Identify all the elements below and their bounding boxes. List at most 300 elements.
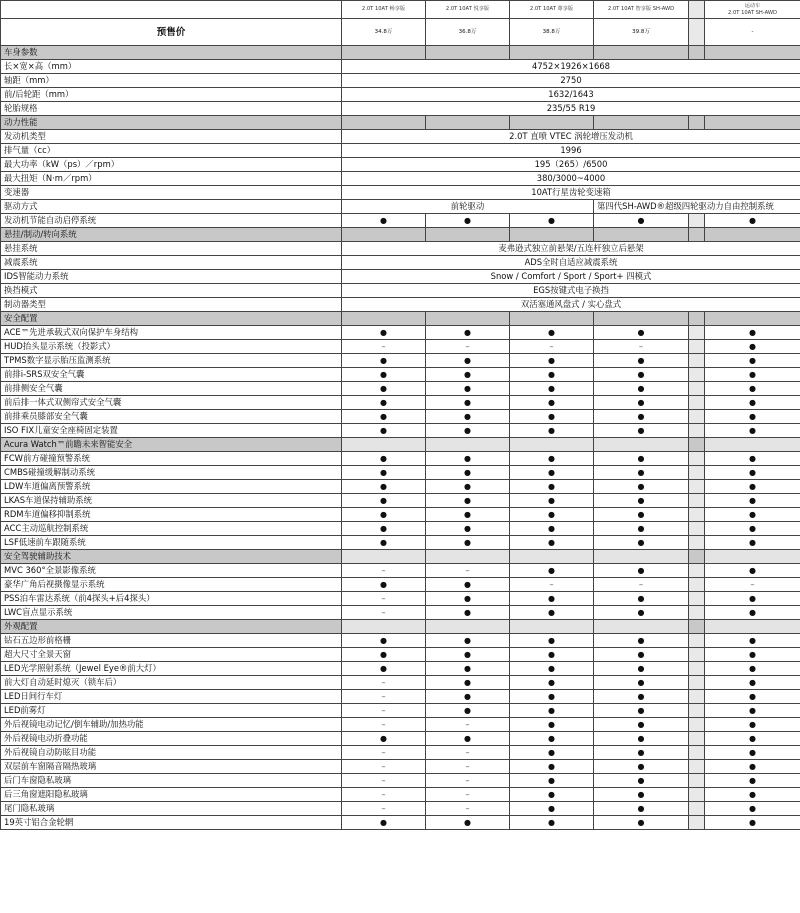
section-title: 动力性能	[1, 116, 342, 130]
gap-column-cell	[689, 368, 705, 382]
gap-column-cell	[689, 718, 705, 732]
standard-dot: ●	[510, 662, 594, 676]
spec-row	[1, 102, 800, 116]
standard-dot: ●	[705, 662, 800, 676]
spec-label: 外后视镜电动记忆/倒车辅助/加热功能	[1, 718, 342, 732]
standard-dot: ●	[705, 396, 800, 410]
standard-dot: ●	[426, 690, 510, 704]
standard-dot: ●	[510, 774, 594, 788]
spec-label: 最大功率（kW（ps）／rpm）	[1, 158, 342, 172]
gap-column-cell	[689, 774, 705, 788]
standard-dot: ●	[510, 396, 594, 410]
not-available-dash: –	[426, 760, 510, 774]
not-available-dash: –	[426, 340, 510, 354]
spec-label: PSS泊车雷达系统（前4探头+后4探头）	[1, 592, 342, 606]
spec-row	[1, 158, 800, 172]
not-available-dash: –	[342, 340, 426, 354]
standard-dot: ●	[510, 746, 594, 760]
gap-column-cell	[689, 480, 705, 494]
spec-label: 双层前车窗隔音隔热玻璃	[1, 760, 342, 774]
spec-row	[1, 284, 800, 298]
spec-label: HUD抬头显示系统（投影式）	[1, 340, 342, 354]
gap-column-cell	[689, 19, 705, 46]
section-header-row	[1, 438, 800, 452]
section-header-cell	[510, 620, 594, 634]
spec-label: 悬挂系统	[1, 242, 342, 256]
standard-dot: ●	[705, 508, 800, 522]
standard-dot: ●	[594, 368, 689, 382]
standard-dot: ●	[594, 452, 689, 466]
standard-dot: ●	[342, 522, 426, 536]
standard-dot: ●	[594, 564, 689, 578]
gap-column-cell	[689, 620, 705, 634]
standard-dot: ●	[705, 452, 800, 466]
gap-column-cell	[689, 788, 705, 802]
standard-dot: ●	[426, 326, 510, 340]
gap-column-cell	[689, 816, 705, 830]
standard-dot: ●	[510, 368, 594, 382]
section-header-cell	[510, 312, 594, 326]
section-header-cell	[510, 46, 594, 60]
standard-dot: ●	[426, 662, 510, 676]
standard-dot: ●	[705, 802, 800, 816]
standard-dot: ●	[342, 634, 426, 648]
spec-label: 换挡模式	[1, 284, 342, 298]
standard-dot: ●	[594, 536, 689, 550]
standard-dot: ●	[510, 508, 594, 522]
spec-row	[1, 746, 800, 760]
standard-dot: ●	[510, 214, 594, 228]
section-header-row	[1, 228, 800, 242]
section-header-cell	[510, 438, 594, 452]
not-available-dash: –	[342, 788, 426, 802]
standard-dot: ●	[594, 788, 689, 802]
standard-dot: ●	[594, 522, 689, 536]
spec-row	[1, 214, 800, 228]
spec-row	[1, 368, 800, 382]
section-header-cell	[705, 46, 800, 60]
section-header-row	[1, 312, 800, 326]
standard-dot: ●	[594, 424, 689, 438]
spec-row	[1, 774, 800, 788]
section-header-row	[1, 550, 800, 564]
section-header-row	[1, 116, 800, 130]
standard-dot: ●	[342, 732, 426, 746]
spec-label: 19英寸铝合金轮辋	[1, 816, 342, 830]
standard-dot: ●	[594, 354, 689, 368]
standard-dot: ●	[705, 718, 800, 732]
standard-dot: ●	[594, 508, 689, 522]
spec-label: 前排乘员膝部安全气囊	[1, 410, 342, 424]
standard-dot: ●	[705, 214, 800, 228]
standard-dot: ●	[594, 494, 689, 508]
spec-row	[1, 88, 800, 102]
section-title: 车身参数	[1, 46, 342, 60]
spec-row	[1, 200, 800, 214]
gap-column-cell	[689, 410, 705, 424]
standard-dot: ●	[705, 564, 800, 578]
section-header-cell	[426, 46, 510, 60]
trim-price: -	[705, 19, 800, 46]
standard-dot: ●	[594, 634, 689, 648]
section-header-cell	[342, 46, 426, 60]
spec-value: 第四代SH-AWD®超级四轮驱动力自由控制系统	[594, 200, 800, 214]
standard-dot: ●	[342, 466, 426, 480]
standard-dot: ●	[510, 326, 594, 340]
standard-dot: ●	[705, 466, 800, 480]
standard-dot: ●	[426, 536, 510, 550]
gap-column-cell	[689, 438, 705, 452]
spec-row	[1, 760, 800, 774]
section-title: 安全配置	[1, 312, 342, 326]
standard-dot: ●	[426, 410, 510, 424]
standard-dot: ●	[342, 368, 426, 382]
not-available-dash: –	[342, 606, 426, 620]
standard-dot: ●	[594, 410, 689, 424]
standard-dot: ●	[510, 424, 594, 438]
section-title: 悬挂/制动/转向系统	[1, 228, 342, 242]
standard-dot: ●	[342, 354, 426, 368]
trim-name: 2.0T 10AT 悦享版	[426, 1, 510, 19]
spec-row	[1, 494, 800, 508]
section-header-cell	[342, 116, 426, 130]
gap-column-cell	[689, 732, 705, 746]
spec-row	[1, 816, 800, 830]
spec-value: 1632/1643	[342, 88, 800, 102]
spec-row	[1, 704, 800, 718]
standard-dot: ●	[594, 214, 689, 228]
spec-row	[1, 690, 800, 704]
standard-dot: ●	[510, 466, 594, 480]
standard-dot: ●	[705, 382, 800, 396]
standard-dot: ●	[705, 368, 800, 382]
gap-column-cell	[689, 550, 705, 564]
spec-row	[1, 74, 800, 88]
standard-dot: ●	[426, 634, 510, 648]
gap-column-cell	[689, 760, 705, 774]
standard-dot: ●	[705, 746, 800, 760]
standard-dot: ●	[510, 732, 594, 746]
standard-dot: ●	[510, 410, 594, 424]
spec-value: 195（265）/6500	[342, 158, 800, 172]
gap-column-cell	[689, 452, 705, 466]
standard-dot: ●	[510, 648, 594, 662]
not-available-dash: –	[426, 564, 510, 578]
spec-row	[1, 60, 800, 74]
standard-dot: ●	[510, 494, 594, 508]
standard-dot: ●	[426, 480, 510, 494]
gap-column-cell	[689, 606, 705, 620]
standard-dot: ●	[705, 690, 800, 704]
spec-value: 双活塞通风盘式 / 实心盘式	[342, 298, 800, 312]
spec-value: ADS全时自适应减震系统	[342, 256, 800, 270]
section-header-cell	[342, 620, 426, 634]
standard-dot: ●	[342, 326, 426, 340]
spec-value: 4752×1926×1668	[342, 60, 800, 74]
gap-column-cell	[689, 312, 705, 326]
gap-column-cell	[689, 382, 705, 396]
spec-value: 2.0T 直喷 VTEC 涡轮增压发动机	[342, 130, 800, 144]
spec-row	[1, 718, 800, 732]
not-available-dash: –	[342, 676, 426, 690]
spec-label: 前后排一体式双侧帘式安全气囊	[1, 396, 342, 410]
spec-row	[1, 242, 800, 256]
standard-dot: ●	[705, 648, 800, 662]
spec-row	[1, 424, 800, 438]
gap-column-cell	[689, 326, 705, 340]
standard-dot: ●	[705, 760, 800, 774]
standard-dot: ●	[594, 718, 689, 732]
gap-column-cell	[689, 704, 705, 718]
spec-label: CMBS碰撞缓解制动系统	[1, 466, 342, 480]
standard-dot: ●	[426, 578, 510, 592]
standard-dot: ●	[426, 732, 510, 746]
standard-dot: ●	[510, 606, 594, 620]
section-header-cell	[705, 438, 800, 452]
gap-column-cell	[689, 536, 705, 550]
section-header-cell	[510, 228, 594, 242]
section-header-cell	[594, 550, 689, 564]
spec-row	[1, 578, 800, 592]
section-header-cell	[342, 550, 426, 564]
standard-dot: ●	[594, 690, 689, 704]
spec-row	[1, 396, 800, 410]
standard-dot: ●	[510, 634, 594, 648]
standard-dot: ●	[342, 662, 426, 676]
spec-row	[1, 508, 800, 522]
header-blank-cell	[1, 1, 342, 19]
standard-dot: ●	[426, 452, 510, 466]
standard-dot: ●	[342, 508, 426, 522]
not-available-dash: –	[342, 774, 426, 788]
standard-dot: ●	[342, 214, 426, 228]
trim-price: 36.8万	[426, 19, 510, 46]
section-header-cell	[594, 620, 689, 634]
not-available-dash: –	[510, 578, 594, 592]
section-header-cell	[510, 550, 594, 564]
standard-dot: ●	[705, 354, 800, 368]
standard-dot: ●	[594, 382, 689, 396]
standard-dot: ●	[594, 746, 689, 760]
standard-dot: ●	[426, 816, 510, 830]
standard-dot: ●	[426, 522, 510, 536]
spec-label: 外后视镜电动折叠功能	[1, 732, 342, 746]
spec-label: 长×宽×高（mm）	[1, 60, 342, 74]
not-available-dash: –	[342, 718, 426, 732]
standard-dot: ●	[594, 732, 689, 746]
standard-dot: ●	[510, 592, 594, 606]
spec-label: 豪华广角后视摄像显示系统	[1, 578, 342, 592]
standard-dot: ●	[594, 662, 689, 676]
standard-dot: ●	[594, 606, 689, 620]
spec-label: 轴距（mm）	[1, 74, 342, 88]
spec-label: ACE™先进承载式双向保护车身结构	[1, 326, 342, 340]
spec-row	[1, 466, 800, 480]
standard-dot: ●	[342, 480, 426, 494]
spec-label: 发动机节能自动启停系统	[1, 214, 342, 228]
spec-label: FCW前方碰撞预警系统	[1, 452, 342, 466]
section-header-cell	[705, 620, 800, 634]
standard-dot: ●	[594, 816, 689, 830]
standard-dot: ●	[342, 410, 426, 424]
standard-dot: ●	[342, 494, 426, 508]
standard-dot: ●	[705, 326, 800, 340]
standard-dot: ●	[342, 452, 426, 466]
spec-row	[1, 340, 800, 354]
spec-row	[1, 130, 800, 144]
standard-dot: ●	[426, 704, 510, 718]
standard-dot: ●	[510, 718, 594, 732]
not-available-dash: –	[342, 564, 426, 578]
standard-dot: ●	[705, 410, 800, 424]
section-header-cell	[426, 620, 510, 634]
section-header-cell	[426, 116, 510, 130]
section-header-cell	[342, 228, 426, 242]
price-row	[1, 19, 800, 46]
trim-name: 2.0T 10AT 尊享版	[510, 1, 594, 19]
spec-value: 2750	[342, 74, 800, 88]
trim-header-row	[1, 1, 800, 19]
standard-dot: ●	[594, 396, 689, 410]
standard-dot: ●	[705, 774, 800, 788]
gap-column-cell	[689, 564, 705, 578]
spec-row	[1, 732, 800, 746]
standard-dot: ●	[705, 732, 800, 746]
section-header-cell	[594, 116, 689, 130]
spec-label: LED日间行车灯	[1, 690, 342, 704]
spec-value: 10AT行星齿轮变速箱	[342, 186, 800, 200]
spec-label: RDM车道偏移抑制系统	[1, 508, 342, 522]
not-available-dash: –	[426, 718, 510, 732]
spec-row	[1, 270, 800, 284]
spec-row	[1, 256, 800, 270]
spec-label: 超大尺寸全景天窗	[1, 648, 342, 662]
not-available-dash: –	[342, 690, 426, 704]
section-title: Acura Watch™前瞻未来智能安全	[1, 438, 342, 452]
standard-dot: ●	[426, 494, 510, 508]
spec-label: 减震系统	[1, 256, 342, 270]
spec-value: 235/55 R19	[342, 102, 800, 116]
standard-dot: ●	[510, 480, 594, 494]
not-available-dash: –	[426, 774, 510, 788]
standard-dot: ●	[510, 788, 594, 802]
spec-row	[1, 788, 800, 802]
spec-label: LDW车道偏离预警系统	[1, 480, 342, 494]
standard-dot: ●	[594, 648, 689, 662]
standard-dot: ●	[426, 354, 510, 368]
spec-row	[1, 382, 800, 396]
standard-dot: ●	[426, 396, 510, 410]
gap-column-cell	[689, 578, 705, 592]
standard-dot: ●	[705, 676, 800, 690]
standard-dot: ●	[594, 480, 689, 494]
standard-dot: ●	[342, 648, 426, 662]
standard-dot: ●	[705, 536, 800, 550]
spec-value: EGS按键式电子换挡	[342, 284, 800, 298]
section-header-cell	[705, 116, 800, 130]
standard-dot: ●	[594, 592, 689, 606]
not-available-dash: –	[426, 802, 510, 816]
section-header-cell	[594, 312, 689, 326]
standard-dot: ●	[705, 522, 800, 536]
spec-label: 外后视镜自动防眩目功能	[1, 746, 342, 760]
spec-row	[1, 648, 800, 662]
standard-dot: ●	[426, 676, 510, 690]
standard-dot: ●	[705, 494, 800, 508]
standard-dot: ●	[342, 578, 426, 592]
standard-dot: ●	[510, 452, 594, 466]
standard-dot: ●	[510, 564, 594, 578]
not-available-dash: –	[342, 802, 426, 816]
not-available-dash: –	[342, 760, 426, 774]
gap-column-cell	[689, 354, 705, 368]
not-available-dash: –	[594, 578, 689, 592]
gap-column-cell	[689, 592, 705, 606]
gap-column-cell	[689, 1, 705, 19]
gap-column-cell	[689, 214, 705, 228]
not-available-dash: –	[342, 592, 426, 606]
section-title: 外观配置	[1, 620, 342, 634]
spec-label: 最大扭矩（N·m／rpm）	[1, 172, 342, 186]
standard-dot: ●	[342, 816, 426, 830]
gap-column-cell	[689, 396, 705, 410]
spec-label: LWC盲点显示系统	[1, 606, 342, 620]
spec-label: 前/后轮距（mm）	[1, 88, 342, 102]
not-available-dash: –	[510, 340, 594, 354]
gap-column-cell	[689, 508, 705, 522]
section-title: 安全驾驶辅助技术	[1, 550, 342, 564]
spec-row	[1, 592, 800, 606]
section-header-cell	[342, 312, 426, 326]
spec-value: 麦弗逊式独立前悬架/五连杆独立后悬架	[342, 242, 800, 256]
not-available-dash: –	[342, 746, 426, 760]
section-header-cell	[426, 312, 510, 326]
standard-dot: ●	[426, 648, 510, 662]
standard-dot: ●	[510, 676, 594, 690]
gap-column-cell	[689, 466, 705, 480]
spec-label: 后三角窗遮阳隐私玻璃	[1, 788, 342, 802]
standard-dot: ●	[510, 354, 594, 368]
spec-row	[1, 634, 800, 648]
gap-column-cell	[689, 690, 705, 704]
spec-label: 钻石五边形前格栅	[1, 634, 342, 648]
standard-dot: ●	[510, 382, 594, 396]
not-available-dash: –	[594, 340, 689, 354]
spec-row	[1, 662, 800, 676]
spec-row	[1, 172, 800, 186]
gap-column-cell	[689, 522, 705, 536]
standard-dot: ●	[342, 382, 426, 396]
gap-column-cell	[689, 494, 705, 508]
spec-label: 前排i-SRS双安全气囊	[1, 368, 342, 382]
standard-dot: ●	[510, 536, 594, 550]
section-header-cell	[594, 46, 689, 60]
spec-row	[1, 326, 800, 340]
section-header-cell	[426, 550, 510, 564]
trim-price: 39.8万	[594, 19, 689, 46]
standard-dot: ●	[705, 606, 800, 620]
spec-row	[1, 186, 800, 200]
standard-dot: ●	[342, 396, 426, 410]
standard-dot: ●	[594, 676, 689, 690]
section-header-cell	[594, 228, 689, 242]
standard-dot: ●	[594, 704, 689, 718]
standard-dot: ●	[510, 816, 594, 830]
standard-dot: ●	[705, 480, 800, 494]
spec-label: LKAS车道保持辅助系统	[1, 494, 342, 508]
standard-dot: ●	[426, 214, 510, 228]
gap-column-cell	[689, 46, 705, 60]
